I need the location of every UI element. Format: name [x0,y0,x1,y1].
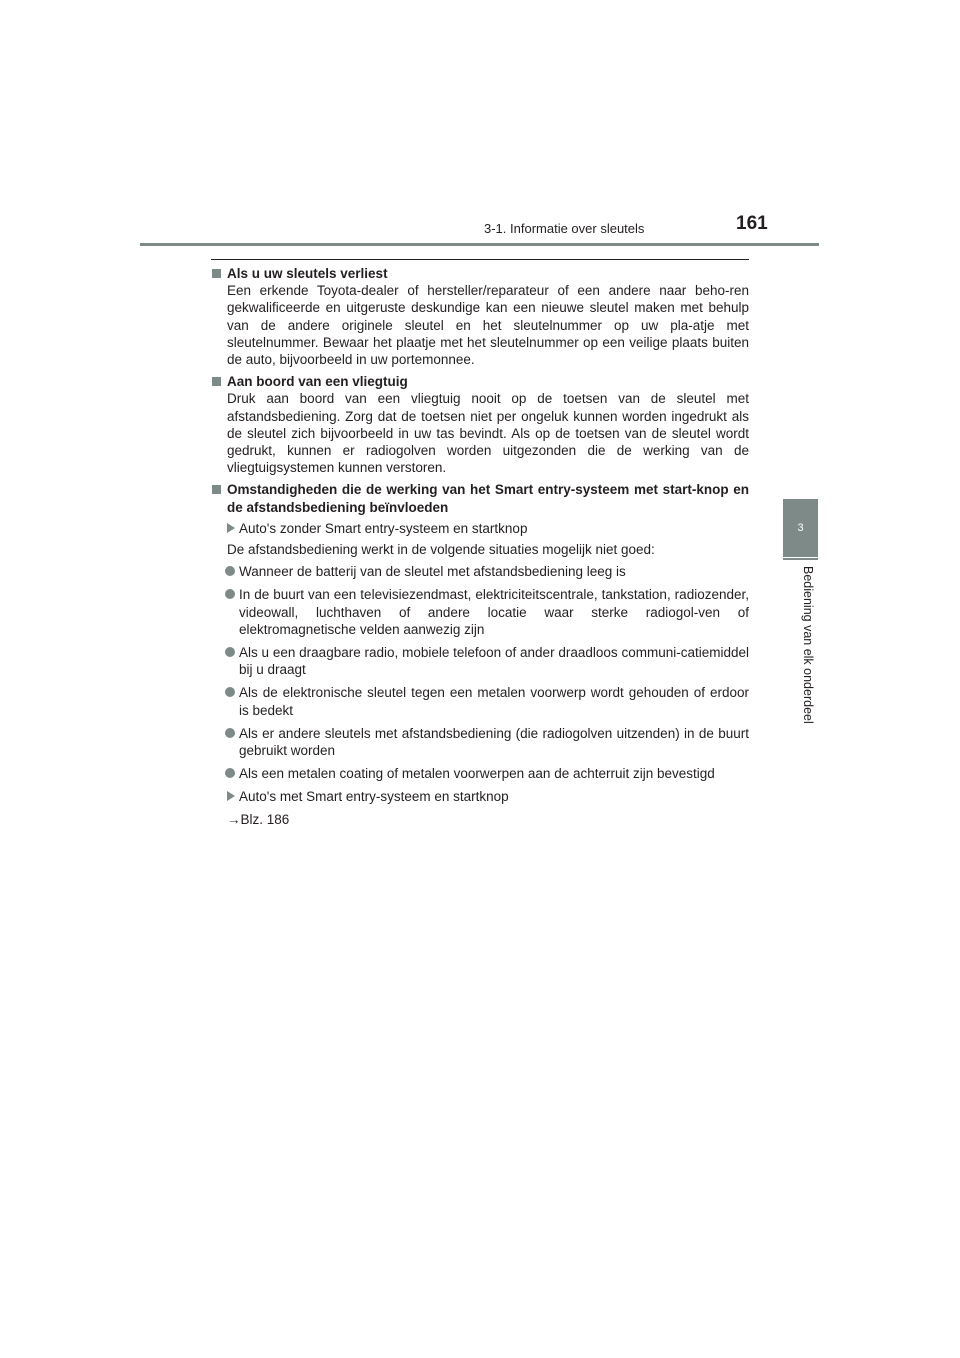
intro-text: De afstandsbediening werkt in de volgende situaties mogelijk niet goed: [227,542,655,558]
section-heading [211,373,749,390]
list-item-text: Als er andere sleutels met afstandsbediening (die radiogolven uitzenden) in de buurt gebruikt worden [239,725,749,759]
chapter-tab [783,499,818,557]
list-item-text: Als een metalen coating of metalen voorwerpen aan de achterruit zijn bevestigd [239,766,715,782]
heading-text: Als u uw sleutels verliest [227,266,388,281]
section-title: 3-1. Informatie over sleutels [484,221,645,236]
subheading-text: Auto's met Smart entry-systeem en startknop [239,789,509,805]
list-item-text: Als de elektronische sleutel tegen een metalen voorwerp wordt gehouden of erdoor is bedekt [239,685,749,718]
triangle-bullet-icon [227,791,235,801]
list-item-text: In de buurt van een televisiezendmast, elektriciteitscentrale, tankstation, radiozender, videowall, luchthaven of andere locatie waar sterke radiogol-ven of elektromagnetische velden aanwezig zijn [239,587,749,637]
subheading [211,788,749,805]
section-heading [211,265,749,282]
circle-bullet-icon [225,647,235,657]
circle-bullet-icon [225,768,235,778]
list-item-text: Wanneer de batterij van de sleutel met afstandsbediening leeg is [239,564,626,580]
heading-text: Omstandigheden die de werking van het Smart entry-systeem met start-knop en de afstandsbediening beïnvloeden [227,482,749,515]
square-bullet-icon [212,377,221,386]
section-body: Een erkende Toyota-dealer of hersteller/reparateur of een andere naar beho-ren gekwalificeerde en uitgeruste deskundige kan een nieuwe sleutel maken met behulp van de andere originele sleutel en het sleutelnummer op uw pla-atje met sleutelnummer. Bewaar het plaatje met het sleutelnummer op een veilige plaats buiten de auto, bijvoorbeeld in uw portemonnee. [227,283,749,368]
chapter-number: 3 [797,522,804,534]
section-body: Druk aan boord van een vliegtuig nooit op de toetsen van de sleutel met afstandsbediening. Zorg dat de toetsen niet per ongeluk kunnen worden ingedrukt als de sleutel zich bijvoorbeeld in uw tas bevindt. Als op de toetsen van de sleutel wordt gedrukt, kunnen er radiogolven worden uitgezonden die de werking van de vliegtuigsystemen kunnen verstoren. [227,391,749,476]
page-number: 161 [736,213,768,234]
subheading [211,520,749,537]
page-reference[interactable]: →Blz. 186 [227,811,290,827]
subheading-text: Auto's zonder Smart entry-systeem en startknop [239,520,528,536]
page-content [211,265,749,828]
list-item [211,563,749,580]
list-item-text: Als u een draagbare radio, mobiele telefoon of ander draadloos communi-catiemiddel bij u draagt [239,645,749,678]
list-item [211,586,749,638]
list-item [211,725,749,759]
square-bullet-icon [212,269,221,278]
list-item [211,765,749,782]
list-item [211,644,749,678]
circle-bullet-icon [225,687,235,697]
heading-text: Aan boord van een vliegtuig [227,374,408,390]
triangle-bullet-icon [227,523,235,533]
content-divider [211,259,749,260]
circle-bullet-icon [225,728,235,738]
list-item [211,684,749,718]
circle-bullet-icon [225,566,235,576]
circle-bullet-icon [225,589,235,599]
header-divider [140,243,819,246]
chapter-label: Bediening van elk onderdeel [801,566,815,724]
square-bullet-icon [212,485,221,494]
chapter-tab-divider [783,558,818,560]
section-heading [211,481,749,515]
